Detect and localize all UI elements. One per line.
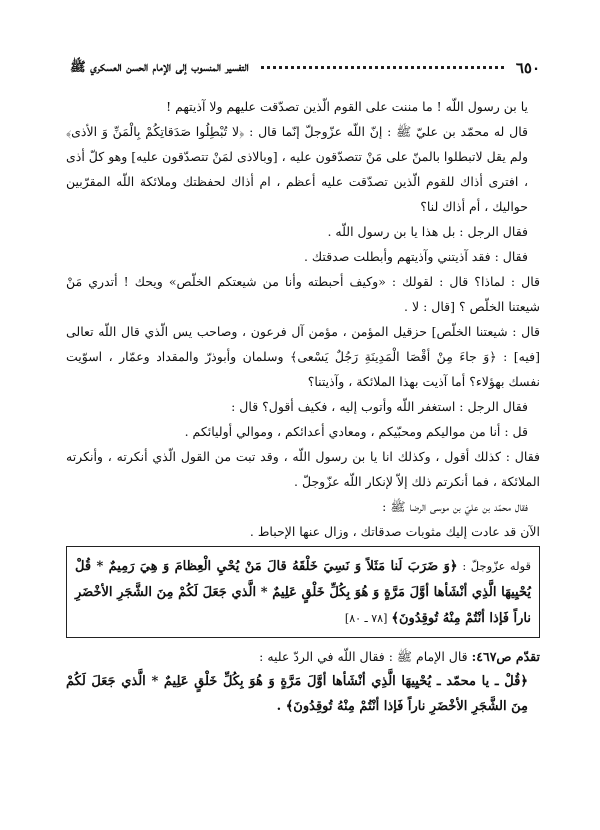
paragraph: يا بن رسول اللّه ! ما مننت على القوم الّذين تصدّقت عليهم ولا آذيتهم ! xyxy=(166,99,528,114)
paragraph: قال : لماذا؟ قال : لقولك : «وكيف أحبطته وأنا من شيعتكم الخلّص» ويحك ! أتدري مَنْ شيعتنا الخلّص ؟ [قال : لا . xyxy=(66,274,540,314)
header-divider xyxy=(261,66,504,71)
paragraph: فقال محمّد بن عليّ بن موسى الرضا ﷺ : xyxy=(382,499,528,514)
quran-verse: ﴿قُلْ ـ يا محمّد ـ يُحْيِيهَا الَّذِي أنْشَأها أوَّلَ مَرَّةٍ وَ هُوَ بِكُلِّ خَلْقٍ عَلِيمٌ * الَّذي جَعَلَ لَكُمْ مِنَ الشَّجَرِ الأخْضَرِ ناراً فَإذا أنْتُمْ مِنْهُ تُوقِدُونَ﴾ . xyxy=(66,674,528,714)
page-body xyxy=(66,94,540,719)
paragraph: فقال : فقد آذيتني وآذيتهم وأبطلت صدقتك . xyxy=(303,249,528,264)
page-header xyxy=(0,56,600,80)
cross-reference: تقدّم ص٤٦٧: xyxy=(471,649,540,664)
paragraph: قال له محمّد بن عليّ ﷺ : إنّ اللّه عزّوجلّ إنّما قال : ﴿لا تُبْطِلُوا صَدَقاتِكُمْ بِالْمَنِّ وَ الأذى﴾ ولم يقل لاتبطلوا بالمنّ على مَنْ تتصدّقون عليه ، [وبالاذى لمَنْ تتصدّقون عليه] وهو كلّ أذى ، افترى أذاك للقوم الّذين تصدّقت عليه أعظم ، ام أذاك لحفظتك وملائكة اللّه المقرّبين حواليك ، أم أذاك لنا؟ xyxy=(66,124,528,214)
paragraph: قال : شيعتنا الخلّص] حزقيل المؤمن ، مؤمن آل فرعون ، وصاحب يس الّذي قال اللّه تعالى [فيه] : ﴿وَ جاءَ مِنْ أقْصَا الْمَدِينَةِ رَجُلٌ يَسْعى﴾ وسلمان وأبوذرّ والمقداد وعمّار ، اسوّيت نفسك بهؤلاء؟ أما آذيت بهذا الملائكة ، وآذيتنا؟ xyxy=(66,324,540,389)
paragraph xyxy=(66,644,540,669)
running-title: التفسير المنسوب إلى الإمام الحسن العسكري ﷺ xyxy=(70,59,249,75)
paragraph: فقال الرجل : بل هذا يا بن رسول اللّه . xyxy=(327,224,528,239)
verse-reference: [٧٨ ـ ٨٠] xyxy=(344,612,388,625)
paragraph: فقال : كذلك أقول ، وكذلك انا يا بن رسول اللّه ، وقد تبت من القول الّذي أنكرته ، وأنكرته الملائكة ، فما أنكرتم ذلك إلاّ لإنكار اللّه عزّوجلّ . xyxy=(66,449,540,489)
paragraph: فقال الرجل : استغفر اللّه وأتوب إليه ، فكيف أقول؟ قال : xyxy=(231,399,528,414)
paragraph: قل : أنا من مواليكم ومحبّيكم ، ومعادي أعدائكم ، وموالي أوليائكم . xyxy=(184,424,528,439)
quran-verse: ﴿وَ ضَرَبَ لَنا مَثَلاً وَ نَسِيَ خَلْقَهُ قالَ مَنْ يُحْيِ الْعِظامَ وَ هِيَ رَمِيمٌ * قُلْ يُحْيِيهَا الَّذِي أنْشَأها أوَّلَ مَرَّةٍ وَ هُوَ بِكُلِّ خَلْقٍ عَلِيمٌ * الَّذي جَعَلَ لَكُمْ مِنَ الشَّجَرِ الأخْضَرِ ناراً فَإذا أنْتُمْ مِنْهُ تُوقِدُونَ﴾ xyxy=(75,559,531,626)
verse-box-label: قوله عزّوجلّ : xyxy=(462,559,532,573)
paragraph: الآن قد عادت إليك مثوبات صدقاتك ، وزال عنها الإحباط . xyxy=(249,524,540,539)
cross-reference-text: قال الإمام ﷺ : فقال اللّه في الردّ عليه : xyxy=(259,649,468,664)
verse-box xyxy=(66,546,540,638)
page-number: ٦٥٠ xyxy=(515,59,540,77)
